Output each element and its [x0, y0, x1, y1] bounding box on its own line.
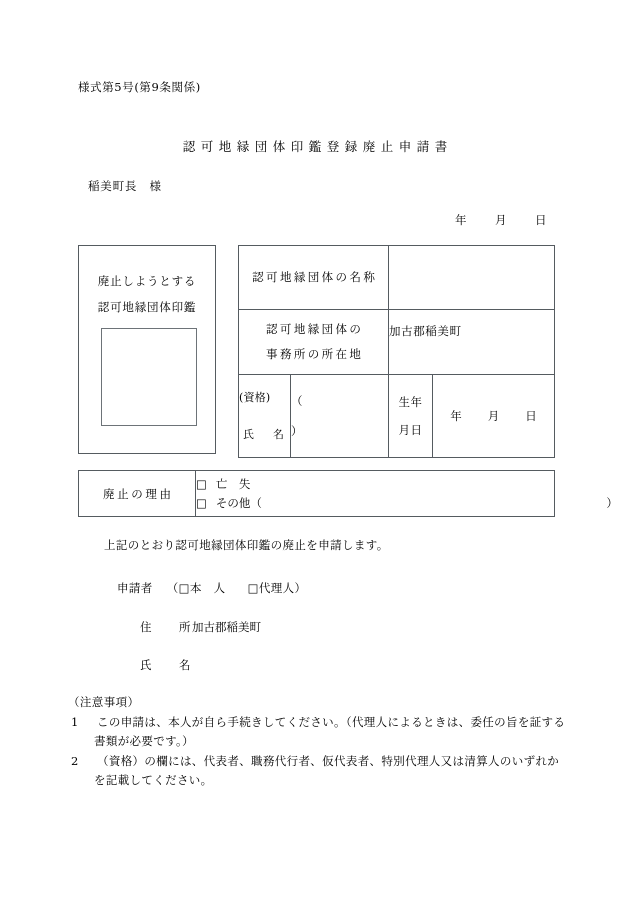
fullname-label: 氏 名 [243, 428, 288, 441]
organization-name-value[interactable] [389, 246, 555, 310]
notes-heading: （注意事項） [68, 695, 140, 709]
organization-name-label: 認可地縁団体の名称 [239, 246, 389, 310]
addressee: 稲美町長 様 [88, 179, 162, 193]
reason-option-other-label: その他（ [215, 495, 262, 510]
table-row-reason [79, 471, 555, 517]
applicant-label: 申請者 [117, 581, 153, 595]
qualification-paren-open: （ [291, 394, 303, 408]
form-code: 様式第5号(第9条関係) [78, 80, 201, 94]
applicant-paren-close: ） [294, 581, 307, 595]
checkbox-icon-lost[interactable]: □ [196, 476, 207, 491]
table-row-representative [239, 375, 555, 458]
office-address-value[interactable]: 加古郡稲美町 [389, 310, 555, 375]
table-row-office-address [239, 310, 555, 375]
note-number: 2 [71, 754, 79, 768]
seal-box-caption [79, 268, 215, 320]
note-item [68, 752, 568, 790]
applicant-line [117, 580, 306, 596]
date-of-birth-label [389, 375, 433, 458]
notes-section [68, 693, 568, 790]
reason-option-other[interactable] [196, 494, 618, 513]
note-item [68, 713, 568, 751]
dob-label-line-1: 生年 [398, 395, 423, 409]
dob-label-line-2: 月日 [398, 423, 423, 437]
reason-options [196, 471, 618, 517]
seal-caption-line-1: 廃止しようとする [97, 274, 197, 288]
abolition-reason-table [78, 470, 618, 517]
dob-year-label: 年 [450, 409, 462, 423]
dob-day-label: 日 [525, 409, 537, 423]
applicant-address-label: 住 所 [140, 620, 199, 634]
reason-option-other-close: ） [606, 495, 618, 510]
organization-info-table [238, 245, 555, 458]
checkbox-icon-other[interactable]: □ [196, 495, 207, 510]
applicant-name-label: 氏 名 [140, 658, 199, 672]
checkbox-icon-agent[interactable]: □ [247, 581, 259, 595]
dob-month-label: 月 [487, 409, 500, 423]
office-address-label-line-2: 事務所の所在地 [266, 347, 364, 361]
applicant-agent-label: 代理人 [258, 581, 295, 595]
table-row-organization-name [239, 246, 555, 310]
office-address-label-line-1: 認可地縁団体の [266, 322, 364, 336]
page-title: 認可地縁団体印鑑登録廃止申請書 [182, 139, 453, 154]
seal-impression-field[interactable] [101, 328, 197, 426]
note-text: （資格）の欄には、代表者、職務代行者、仮代表者、特別代理人又は清算人のいずれかを記載してください。 [94, 754, 560, 787]
applicant-name-row [140, 657, 199, 673]
qualification-label: (資格) [239, 391, 271, 404]
seal-specimen-box [78, 245, 216, 454]
note-text: この申請は、本人が自ら手続きしてください。（代理人によるときは、委任の旨を証する書類が必要です。） [94, 715, 566, 748]
checkbox-icon-self[interactable]: □ [178, 581, 190, 595]
reason-option-lost[interactable] [196, 475, 554, 494]
applicant-paren-open: （ [166, 581, 179, 595]
qualification-name-value[interactable] [291, 375, 389, 458]
date-day-label: 日 [535, 213, 547, 227]
date-line [455, 212, 547, 228]
reason-label: 廃止の理由 [79, 471, 196, 517]
reason-option-lost-label: 亡 失 [215, 476, 251, 491]
date-of-birth-value[interactable] [433, 375, 555, 458]
qualification-name-label [239, 375, 291, 458]
applicant-address-value[interactable]: 加古郡稲美町 [192, 620, 261, 634]
applicant-address-row [140, 619, 261, 635]
application-statement: 上記のとおり認可地縁団体印鑑の廃止を申請します。 [104, 538, 389, 552]
date-month-label: 月 [495, 213, 507, 227]
seal-caption-line-2: 認可地縁団体印鑑 [97, 300, 197, 314]
date-year-label: 年 [455, 213, 467, 227]
qualification-paren-close: ） [291, 424, 303, 438]
applicant-self-label: 本 人 [189, 581, 226, 595]
note-number: 1 [71, 715, 79, 729]
office-address-label [239, 310, 389, 375]
